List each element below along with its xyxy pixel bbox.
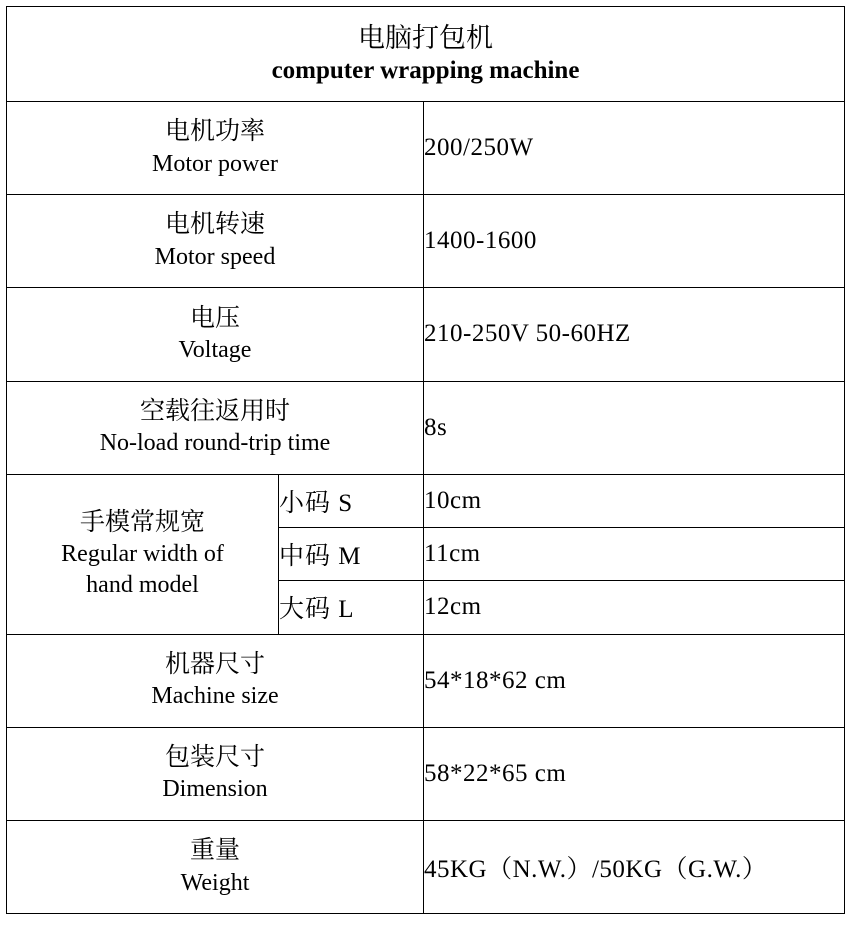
size-value-large: 12cm — [424, 581, 845, 634]
size-label-medium: 中码 M — [279, 527, 424, 580]
label-english: Voltage — [178, 337, 252, 364]
label-english: Dimension — [162, 776, 268, 803]
table-row — [7, 195, 845, 288]
row-value-motor-power: 200/250W — [424, 102, 845, 195]
row-label-weight — [7, 820, 424, 913]
title-chinese: 电脑打包机 — [358, 22, 493, 53]
row-label-voltage — [7, 288, 424, 381]
label-chinese: 空载往返用时 — [139, 397, 290, 425]
label-chinese: 包装尺寸 — [164, 743, 265, 771]
title-english: computer wrapping machine — [271, 57, 580, 85]
row-value-voltage: 210-250V 50-60HZ — [424, 288, 845, 381]
label-chinese: 手模常规宽 — [79, 508, 205, 536]
label-chinese: 电压 — [189, 304, 240, 332]
table-row-title — [7, 7, 845, 102]
label-english: Weight — [180, 869, 250, 896]
label-english: Motor speed — [154, 243, 276, 270]
table-title-cell — [7, 7, 845, 102]
table-row — [7, 727, 845, 820]
label-english: No-load round-trip time — [99, 430, 331, 457]
label-english-line2: hand model — [86, 572, 199, 599]
table-row — [7, 288, 845, 381]
row-label-hand-model — [7, 474, 279, 634]
specification-table — [6, 6, 845, 914]
table-row — [7, 820, 845, 913]
row-value-no-load-time: 8s — [424, 381, 845, 474]
row-label-dimension — [7, 727, 424, 820]
row-value-motor-speed: 1400-1600 — [424, 195, 845, 288]
row-label-machine-size — [7, 634, 424, 727]
label-chinese: 电机功率 — [164, 118, 265, 146]
row-value-machine-size: 54*18*62 cm — [424, 634, 845, 727]
size-value-medium: 11cm — [424, 527, 845, 580]
label-chinese: 机器尺寸 — [164, 650, 265, 678]
table-row — [7, 102, 845, 195]
label-english: Motor power — [152, 150, 278, 177]
table-row — [7, 634, 845, 727]
label-english: Machine size — [151, 683, 279, 710]
label-english-line1: Regular width of — [61, 541, 224, 568]
label-chinese: 电机转速 — [164, 211, 265, 239]
row-label-motor-power — [7, 102, 424, 195]
size-label-large: 大码 L — [279, 581, 424, 634]
size-label-small: 小码 S — [279, 474, 424, 527]
row-value-weight: 45KG（N.W.）/50KG（G.W.） — [424, 820, 845, 913]
table-row — [7, 474, 845, 527]
size-value-small: 10cm — [424, 474, 845, 527]
row-label-no-load-time — [7, 381, 424, 474]
label-chinese: 重量 — [189, 837, 240, 865]
row-value-dimension: 58*22*65 cm — [424, 727, 845, 820]
table-row — [7, 381, 845, 474]
row-label-motor-speed — [7, 195, 424, 288]
